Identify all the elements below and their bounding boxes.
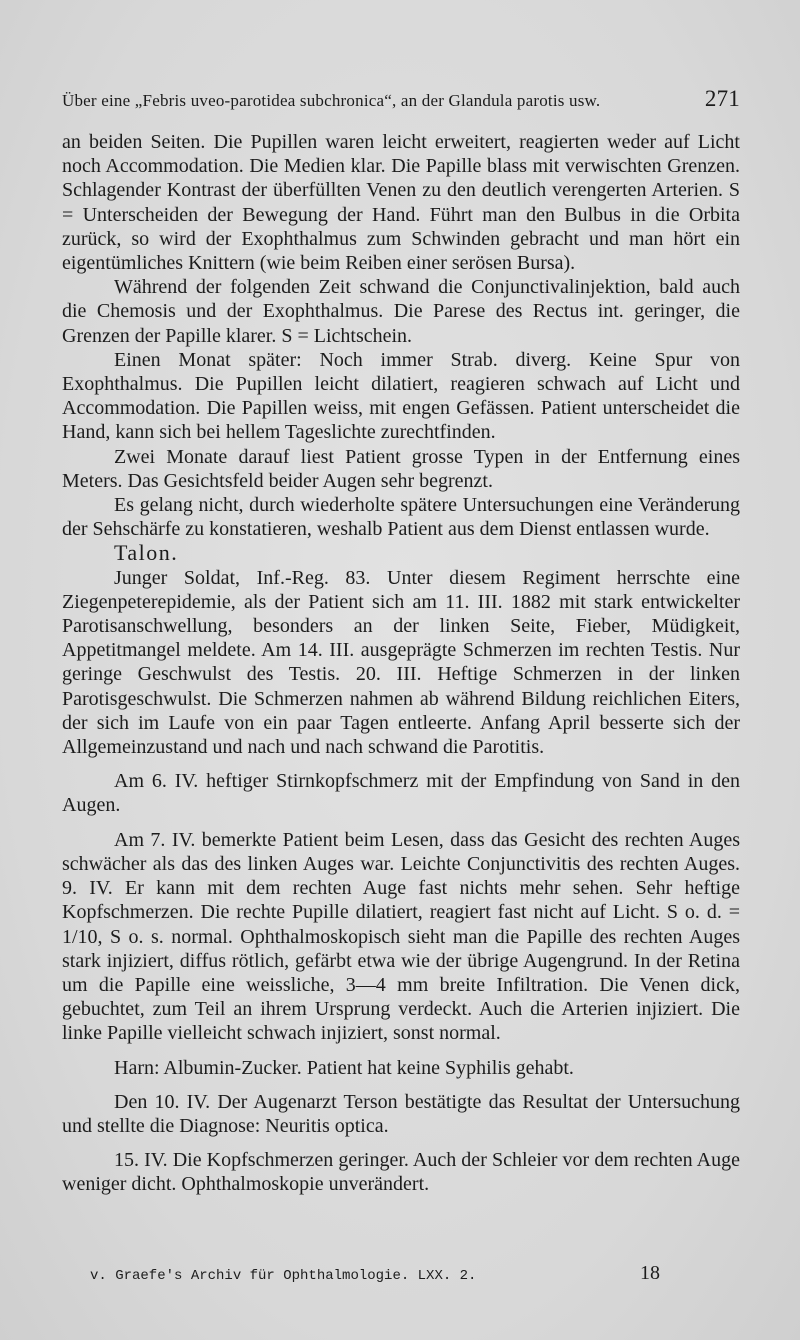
paragraph: Den 10. IV. Der Augenarzt Terson bestätigte das Resultat der Untersuchung und stellte die Diagnose: Neuritis optica.	[62, 1090, 740, 1137]
paragraph: Junger Soldat, Inf.-Reg. 83. Unter diesem Regiment herrschte eine Ziegenpeterepidemie, als der Patient sich am 11. III. 1882 mit stark entwickelter Parotisanschwellung, besonders an der linken Seite, Fieber, Müdigkeit, Appetitmangel meldete. Am 14. III. ausgeprägte Schmerzen im rechten Testis. Nur geringe Geschwulst des Testis. 20. III. Heftige Schmerzen in der linken Parotisgeschwulst. Die Schmerzen nahmen ab während Bildung reichlichen Eiters, der sich im Laufe von ein paar Tagen entleerte. Anfang April besserte sich der Allgemeinzustand und nach und nach schwand die Parotitis.	[62, 566, 740, 759]
paragraph: Am 6. IV. heftiger Stirnkopfschmerz mit der Empfindung von Sand in den Augen.	[62, 770, 740, 817]
paragraph: an beiden Seiten. Die Pupillen waren leicht erweitert, reagierten weder auf Licht noch Accommodation. Die Medien klar. Die Papille blass mit verwischten Grenzen. Schlagender Kontrast der überfüllten Venen zu den deutlich verengerten Arterien. S = Unterscheiden der Bewegung der Hand. Führt man den Bulbus in die Orbita zurück, so wird der Exophthalmus zum Schwinden gebracht und man hört ein eigentümliches Knittern (wie beim Reiben einer serösen Bursa).	[62, 131, 740, 275]
paragraph: Während der folgenden Zeit schwand die Conjunctivalinjektion, bald auch die Chemosis und der Exophthalmus. Die Parese des Rectus int. geringer, die Grenzen der Papille klarer. S = Lichtschein.	[62, 276, 740, 347]
paragraph: Einen Monat später: Noch immer Strab. diverg. Keine Spur von Exophthalmus. Die Pupillen leicht dilatiert, reagieren schwach auf Licht und Accommodation. Die Papillen weiss, mit engen Gefässen. Patient unterscheidet die Hand, kann sich bei hellem Tageslichte zurechtfinden.	[62, 348, 740, 444]
running-header	[62, 86, 740, 112]
paragraph: Harn: Albumin-Zucker. Patient hat keine Syphilis gehabt.	[114, 1056, 574, 1079]
paragraph: 15. IV. Die Kopfschmerzen geringer. Auch der Schleier vor dem rechten Auge weniger dicht. Ophthalmoskopie unverändert.	[62, 1149, 740, 1196]
paragraph: Es gelang nicht, durch wiederholte spätere Untersuchungen eine Veränderung der Sehschärfe zu konstatieren, weshalb Patient aus dem Dienst entlassen wurde.	[62, 494, 740, 541]
section-heading: Talon.	[114, 540, 179, 566]
paragraph: Am 7. IV. bemerkte Patient beim Lesen, dass das Gesicht des rechten Auges schwächer als das des linken Auges war. Leichte Conjunctivitis des rechten Auges. 9. IV. Er kann mit dem rechten Auge fast nichts mehr sehen. Sehr heftige Kopfschmerzen. Die rechte Pupille dilatiert, reagiert fast nicht auf Licht. S o. d. = 1/10, S o. s. normal. Ophthalmoskopisch sieht man die Papille des rechten Auges stark injiziert, diffus rötlich, gefärbt etwa wie der übrige Augengrund. In der Retina um die Papille eine weissliche, 3—4 mm breite Infiltration. Die Venen dick, gebuchtet, zum Teil an ihrem Ursprung verdeckt. Auch die Arterien injiziert. Die linke Papille vielleicht schwach injiziert, sonst normal.	[62, 828, 740, 1045]
sheet-signature: 18	[640, 1262, 660, 1284]
page-number: 271	[704, 86, 740, 111]
running-title: Über eine „Febris uveo-parotidea subchronica“, an der Glandula parotis usw.	[62, 91, 601, 110]
page-footer	[90, 1262, 660, 1285]
journal-reference: v. Graefe's Archiv für Ophthalmologie. LXX. 2.	[90, 1268, 477, 1284]
paragraph: Zwei Monate darauf liest Patient grosse Typen in der Entfernung eines Meters. Das Gesichtsfeld beider Augen sehr begrenzt.	[62, 445, 740, 492]
body-text	[62, 130, 740, 1197]
